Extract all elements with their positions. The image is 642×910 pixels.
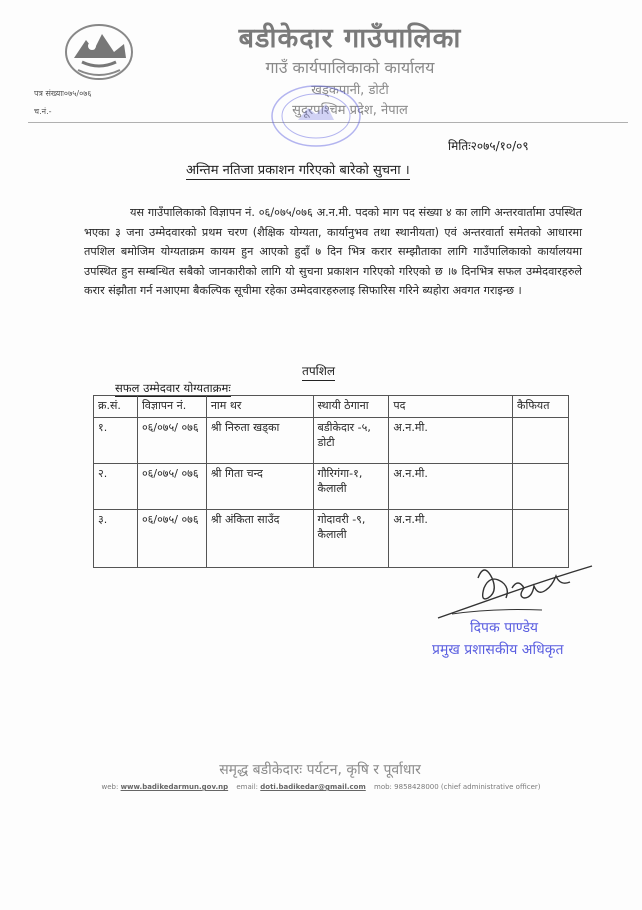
cell-serial: ३. bbox=[94, 510, 138, 568]
merit-list-title: सफल उम्मेदवार योग्यताक्रमः bbox=[115, 381, 231, 395]
reference-number: पत्र संख्याः०७५/०७६ bbox=[34, 89, 92, 98]
signatory-title: प्रमुख प्रशासकीय अधिकृत bbox=[432, 642, 564, 658]
address-line-1: खड्कपानी, डोटी bbox=[311, 83, 389, 98]
cell-address: बडीकेदार -५, डोटी bbox=[313, 418, 389, 464]
notice-body bbox=[84, 203, 582, 301]
table-row bbox=[94, 464, 569, 510]
web-label: web: bbox=[101, 783, 119, 791]
header-serial: क्र.सं. bbox=[94, 396, 138, 418]
cell-ad-number: ०६/०७५/ ०७६ bbox=[137, 418, 206, 464]
email-label: email: bbox=[236, 783, 259, 791]
cell-post: अ.न.मी. bbox=[389, 510, 513, 568]
table-row bbox=[94, 418, 569, 464]
cell-name: श्री निरुता खड्का bbox=[206, 418, 313, 464]
cell-name: श्री गिता चन्द bbox=[206, 464, 313, 510]
dispatch-number: च.नं.- bbox=[34, 107, 52, 116]
cell-ad-number: ०६/०७५/ ०७६ bbox=[137, 464, 206, 510]
header-post: पद bbox=[389, 396, 513, 418]
signatory-name: दिपक पाण्डेय bbox=[470, 620, 539, 636]
website-link[interactable]: www.badikedarmun.gov.np bbox=[120, 783, 229, 791]
cell-remarks bbox=[513, 464, 569, 510]
notice-body-text: यस गाउँपालिकाको विज्ञापन नं. ०६/०७५/०७६ अ.न.मी. पदको माग पद संख्या ४ का लागि अन्तरवार्तामा उपस्थित भएका ३ जना उम्मेदवारको प्रथम चरण (शैक्षिक योग्यता, कार्यानुभव तथा स्थानीयता) एवं अन्तरवार्ता समेतको आधारमा तपशिल बमोजिम योग्यताक्रम कायम हुन आएको हुदाँ ७ दिन भित्र करार सम्झौताका लागि गाउँपालिकाको कार्यालयमा उपस्थित हुन सम्बन्धित सबैको जानकारीको लागि यो सुचना प्रकाशन गरिएको गरिएको छ ।७ दिनभित्र सफल उम्मेदवारहरुले करार संझौता गर्न नआएमा बैकल्पिक सूचीमा रहेका उम्मेदवारहरुलाइ सिफारिस गरिने ब्यहोरा अवगत गराइन्छ । bbox=[84, 206, 582, 298]
org-name: बडीकेदार गाउँपालिका bbox=[238, 23, 462, 54]
cell-post: अ.न.मी. bbox=[389, 418, 513, 464]
nepal-emblem-icon bbox=[64, 22, 134, 82]
annex-title: तपशिल bbox=[302, 362, 335, 381]
merit-list-table bbox=[93, 395, 569, 568]
mobile-number: 9858428000 (chief administrative officer) bbox=[394, 783, 541, 791]
header-remarks: कैफियत bbox=[513, 396, 569, 418]
mobile-label: mob: bbox=[374, 783, 392, 791]
cell-serial: २. bbox=[94, 464, 138, 510]
cell-address: गौरिगंगा-१, कैलाली bbox=[313, 464, 389, 510]
footer-slogan: समृद्ध बडीकेदारः पर्यटन, कृषि र पूर्वाधार bbox=[219, 762, 421, 778]
cell-post: अ.न.मी. bbox=[389, 464, 513, 510]
cell-serial: १. bbox=[94, 418, 138, 464]
cell-ad-number: ०६/०७५/ ०७६ bbox=[137, 510, 206, 568]
header-ad-number: विज्ञापन नं. bbox=[137, 396, 206, 418]
address-line-2: सुदूरपश्चिम प्रदेश, नेपाल bbox=[292, 103, 408, 118]
email-link[interactable]: doti.badikedar@gmail.com bbox=[260, 783, 366, 791]
notice-subject: अन्तिम नतिजा प्रकाशन गरिएको बारेको सुचना । bbox=[186, 160, 410, 180]
cell-name: श्री अंकिता साउँद bbox=[206, 510, 313, 568]
office-name: गाउँ कार्यपालिकाको कार्यालय bbox=[265, 58, 435, 77]
header-name: नाम थर bbox=[206, 396, 313, 418]
cell-address: गोदावरी -९, कैलाली bbox=[313, 510, 389, 568]
footer-contact bbox=[30, 783, 612, 791]
cell-remarks bbox=[513, 418, 569, 464]
header-address: स्थायी ठेगाना bbox=[313, 396, 389, 418]
office-stamp-icon bbox=[268, 82, 364, 150]
notice-date: मितिः२०७५/१०/०९ bbox=[448, 139, 529, 153]
table-header-row bbox=[94, 396, 569, 418]
